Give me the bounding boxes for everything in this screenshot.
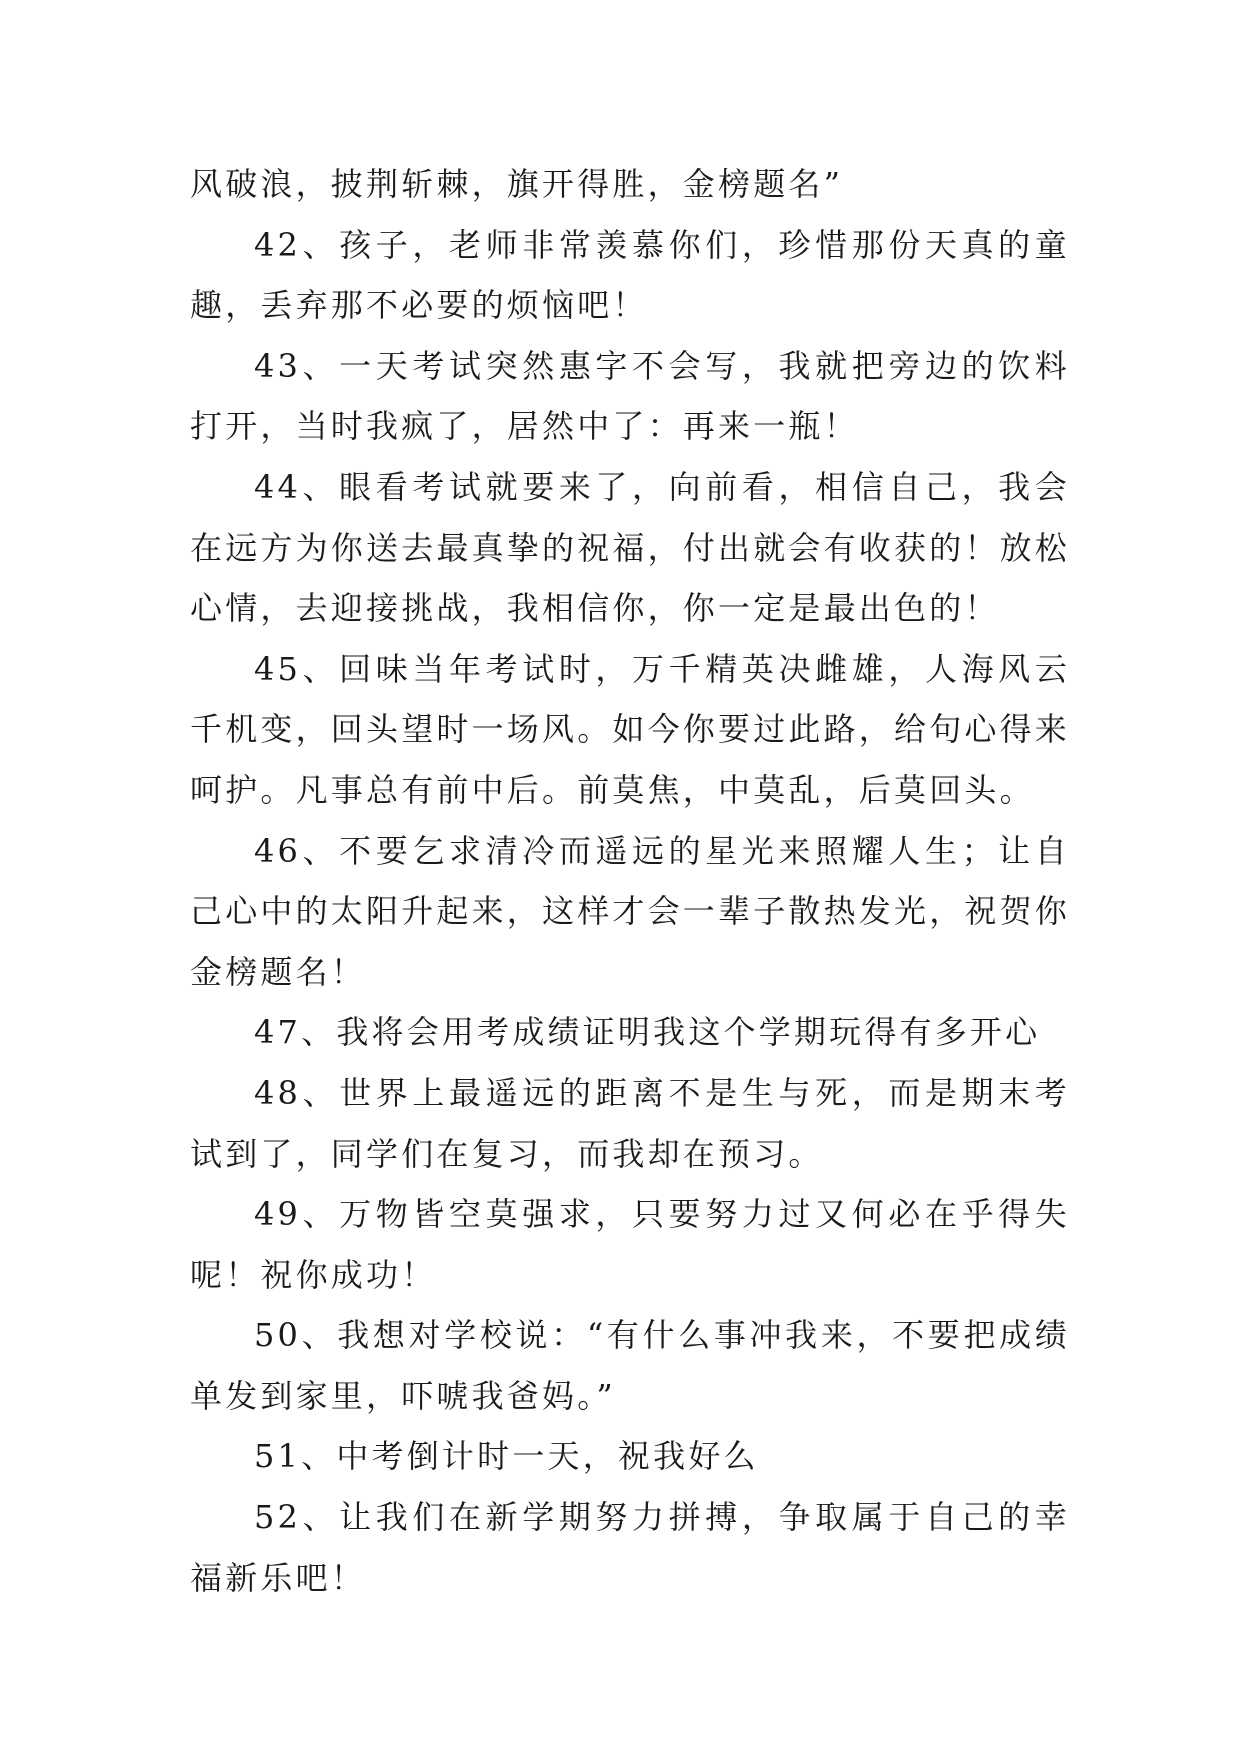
paragraph-48: 48、世界上最遥远的距离不是生与死，而是期末考试到了，同学们在复习，而我却在预习。 xyxy=(190,1073,1070,1173)
paragraph-46: 46、不要乞求清冷而遥远的星光来照耀人生；让自己心中的太阳升起来，这样才会一辈子散热发光，祝贺你金榜题名！ xyxy=(190,831,1071,991)
document-page xyxy=(190,154,1070,1608)
paragraph-47: 47、我将会用考成绩证明我这个学期玩得有多开心 xyxy=(254,1013,1041,1052)
paragraph-43: 43、一天考试突然惠字不会写，我就把旁边的饮料打开，当时我疯了，居然中了：再来一瓶！ xyxy=(190,346,1070,446)
paragraph-50: 50、我想对学校说：“有什么事冲我来，不要把成绩单发到家里，吓唬我爸妈。” xyxy=(190,1316,1070,1415)
paragraph-42: 42、孩子，老师非常羡慕你们，珍惜那份天真的童趣，丢弃那不必要的烦恼吧！ xyxy=(190,225,1070,325)
paragraph-continued: 风破浪，披荆斩棘，旗开得胜，金榜题名” xyxy=(190,165,844,203)
paragraph-44: 44、眼看考试就要来了，向前看，相信自己，我会在远方为你送去最真挚的祝福，付出就会有收获的！放松心情，去迎接挑战，我相信你，你一定是最出色的！ xyxy=(190,467,1071,628)
paragraph-49: 49、万物皆空莫强求，只要努力过又何必在乎得失呢！祝你成功！ xyxy=(190,1195,1070,1294)
paragraph-52: 52、让我们在新学期努力拼搏，争取属于自己的幸福新乐吧！ xyxy=(190,1498,1070,1597)
paragraph-45: 45、回味当年考试时，万千精英决雌雄，人海风云千机变，回头望时一场风。如今你要过此路，给句心得来呵护。凡事总有前中后。前莫焦，中莫乱，后莫回头。 xyxy=(190,649,1071,809)
paragraph-51: 51、中考倒计时一天，祝我好么 xyxy=(254,1437,759,1476)
